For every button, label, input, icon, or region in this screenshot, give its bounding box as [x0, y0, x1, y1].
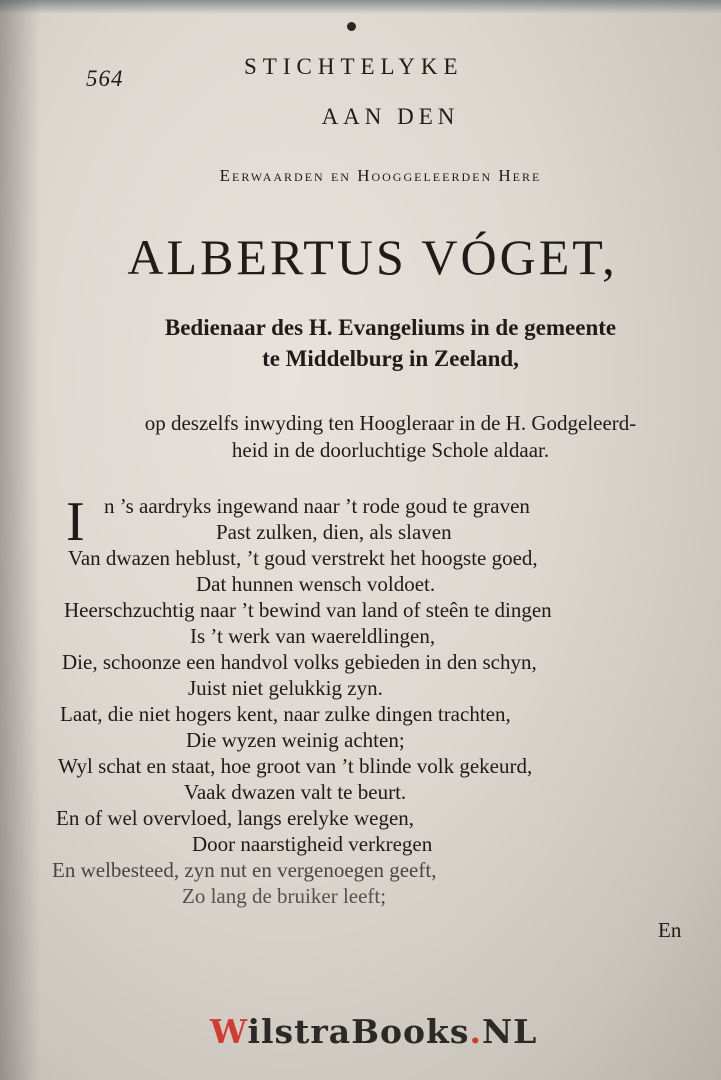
poem-line: Vaak dwazen valt te beurt. — [184, 780, 407, 804]
watermark-name: ilstraBooks — [247, 1012, 470, 1051]
poem-line: Laat, die niet hogers kent, naar zulke dingen trachten, — [60, 702, 511, 726]
subtitle-line: te Middelburg in Zeeland, — [262, 346, 519, 371]
poem-line: Wyl schat en staat, hoe groot van ’t blinde volk gekeurd, — [58, 754, 533, 778]
subtitle-line: Bedienaar des H. Evangeliums in de gemeente — [164, 315, 617, 340]
poem-line: Is ’t werk van waereldlingen, — [190, 624, 436, 648]
page-top-edge — [0, 0, 721, 14]
poem-line: En welbesteed, zyn nut en vergenoegen geeft, — [52, 858, 437, 882]
poem-line: En of wel overvloed, langs erelyke wegen, — [56, 806, 415, 830]
poem-line: n ’s aardryks ingewand naar ’t rode goud te graven — [104, 494, 530, 518]
watermark-dot: . — [469, 1012, 483, 1051]
watermark-first-letter: W — [210, 1012, 248, 1051]
running-head: STICHTELYKE — [244, 54, 464, 79]
aan-den-heading: AAN DEN — [321, 104, 460, 129]
poem-line: Die wyzen weinig achten; — [186, 728, 405, 752]
page-number: 564 — [86, 66, 124, 91]
drop-cap: I — [66, 491, 85, 553]
printer-ornament — [347, 22, 356, 31]
poem-line: Juist niet gelukkig zyn. — [188, 676, 383, 700]
addressee-subtitle — [30, 312, 721, 374]
occasion-line: heid in de doorluchtige Schole aldaar. — [231, 438, 550, 462]
poem-line: Heerschzuchtig naar ’t bewind van land of steên te dingen — [64, 598, 552, 622]
page-gutter-shadow — [0, 0, 40, 1080]
catchword: En — [658, 918, 682, 942]
poem-line: Zo lang de bruiker leeft; — [182, 884, 387, 908]
poem-line: Die, schoonze een handvol volks gebieden in den schyn, — [62, 650, 537, 674]
poem-line: Past zulken, dien, als slaven — [216, 520, 452, 544]
addressee-name: ALBERTUS VÓGET, — [127, 229, 618, 285]
occasion-text — [30, 410, 721, 464]
wilstrabooks-watermark — [210, 1012, 537, 1051]
addressee-title: Eerwaarden en Hooggeleerden Here — [219, 166, 542, 185]
poem-line: Van dwazen heblust, ’t goud verstrekt het hoogste goed, — [68, 546, 538, 570]
watermark-tld: NL — [482, 1012, 538, 1051]
poem-line: Door naarstigheid verkregen — [192, 832, 433, 856]
occasion-line: op deszelfs inwyding ten Hoogleraar in de H. Godgeleerd- — [144, 411, 637, 435]
poem-line: Dat hunnen wensch voldoet. — [196, 572, 436, 596]
